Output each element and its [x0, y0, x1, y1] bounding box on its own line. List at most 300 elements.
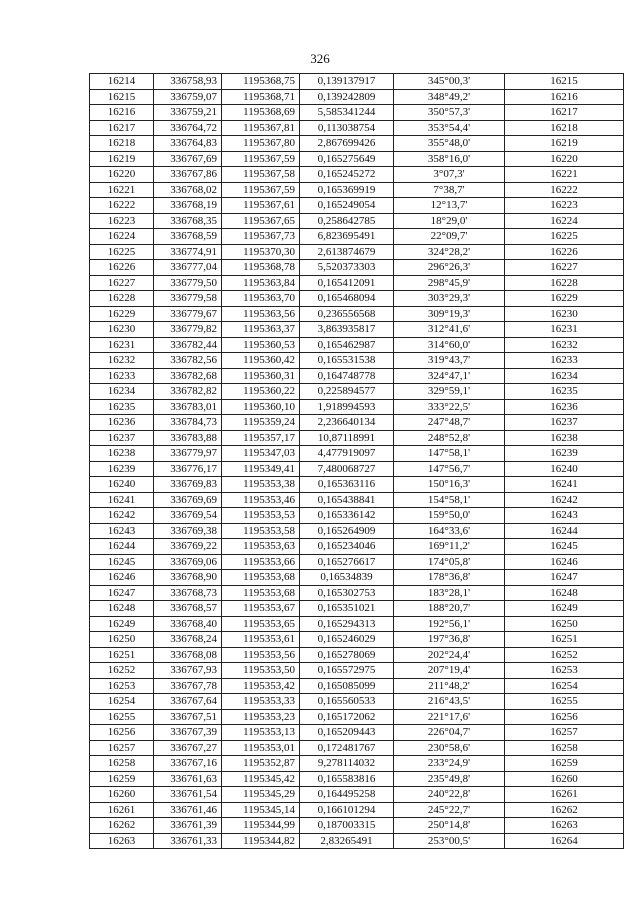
point-to-cell: 16257: [505, 725, 624, 741]
point-from-cell: 16239: [90, 461, 154, 477]
length-cell: 0,165363116: [300, 477, 394, 493]
point-from-cell: 16214: [90, 74, 154, 90]
direction-angle-cell: 303°29,3': [394, 291, 505, 307]
point-from-cell: 16248: [90, 601, 154, 617]
length-cell: 0,165302753: [300, 585, 394, 601]
point-to-cell: 16218: [505, 120, 624, 136]
direction-angle-cell: 298°45,9': [394, 275, 505, 291]
point-from-cell: 16229: [90, 306, 154, 322]
length-cell: 0,166101294: [300, 802, 394, 818]
direction-angle-cell: 296°26,3': [394, 260, 505, 276]
length-cell: 0,165369919: [300, 182, 394, 198]
point-to-cell: 16240: [505, 461, 624, 477]
y-coordinate-cell: 1195367,73: [222, 229, 300, 245]
point-to-cell: 16234: [505, 368, 624, 384]
direction-angle-cell: 12°13,7': [394, 198, 505, 214]
table-row: [90, 740, 624, 756]
direction-angle-cell: 235°49,8': [394, 771, 505, 787]
direction-angle-cell: 345°00,3': [394, 74, 505, 90]
direction-angle-cell: 18°29,0': [394, 213, 505, 229]
y-coordinate-cell: 1195349,41: [222, 461, 300, 477]
y-coordinate-cell: 1195353,33: [222, 694, 300, 710]
table-row: [90, 663, 624, 679]
x-coordinate-cell: 336768,59: [154, 229, 222, 245]
table-row: [90, 182, 624, 198]
table-row: [90, 229, 624, 245]
length-cell: 0,164495258: [300, 787, 394, 803]
point-to-cell: 16235: [505, 384, 624, 400]
direction-angle-cell: 353°54,4': [394, 120, 505, 136]
table-row: [90, 368, 624, 384]
length-cell: 0,165276617: [300, 554, 394, 570]
point-to-cell: 16216: [505, 89, 624, 105]
direction-angle-cell: 197°36,8': [394, 632, 505, 648]
x-coordinate-cell: 336767,16: [154, 756, 222, 772]
length-cell: 0,165275649: [300, 151, 394, 167]
y-coordinate-cell: 1195353,13: [222, 725, 300, 741]
table-row: [90, 802, 624, 818]
x-coordinate-cell: 336783,01: [154, 399, 222, 415]
point-from-cell: 16233: [90, 368, 154, 384]
table-row: [90, 275, 624, 291]
direction-angle-cell: 319°43,7': [394, 353, 505, 369]
length-cell: 0,16534839: [300, 570, 394, 586]
length-cell: 0,225894577: [300, 384, 394, 400]
length-cell: 0,165172062: [300, 709, 394, 725]
table-row: [90, 678, 624, 694]
table-row: [90, 337, 624, 353]
length-cell: 2,83265491: [300, 833, 394, 849]
point-from-cell: 16243: [90, 523, 154, 539]
point-from-cell: 16215: [90, 89, 154, 105]
x-coordinate-cell: 336764,72: [154, 120, 222, 136]
direction-angle-cell: 250°14,8': [394, 818, 505, 834]
length-cell: 3,863935817: [300, 322, 394, 338]
y-coordinate-cell: 1195353,68: [222, 570, 300, 586]
direction-angle-cell: 358°16,0': [394, 151, 505, 167]
point-to-cell: 16252: [505, 647, 624, 663]
y-coordinate-cell: 1195345,29: [222, 787, 300, 803]
direction-angle-cell: 240°22,8': [394, 787, 505, 803]
direction-angle-cell: 324°47,1': [394, 368, 505, 384]
x-coordinate-cell: 336767,51: [154, 709, 222, 725]
y-coordinate-cell: 1195353,63: [222, 539, 300, 555]
length-cell: 0,165531538: [300, 353, 394, 369]
table-row: [90, 508, 624, 524]
table-row: [90, 725, 624, 741]
x-coordinate-cell: 336761,39: [154, 818, 222, 834]
y-coordinate-cell: 1195353,66: [222, 554, 300, 570]
table-row: [90, 554, 624, 570]
x-coordinate-cell: 336767,93: [154, 663, 222, 679]
y-coordinate-cell: 1195367,65: [222, 213, 300, 229]
point-from-cell: 16236: [90, 415, 154, 431]
length-cell: 5,520373303: [300, 260, 394, 276]
point-to-cell: 16262: [505, 802, 624, 818]
length-cell: 0,139242809: [300, 89, 394, 105]
x-coordinate-cell: 336779,67: [154, 306, 222, 322]
table-row: [90, 198, 624, 214]
direction-angle-cell: 147°56,7': [394, 461, 505, 477]
direction-angle-cell: 333°22,5': [394, 399, 505, 415]
x-coordinate-cell: 336777,04: [154, 260, 222, 276]
x-coordinate-cell: 336768,19: [154, 198, 222, 214]
y-coordinate-cell: 1195360,31: [222, 368, 300, 384]
point-from-cell: 16251: [90, 647, 154, 663]
length-cell: 0,165249054: [300, 198, 394, 214]
point-from-cell: 16249: [90, 616, 154, 632]
x-coordinate-cell: 336769,38: [154, 523, 222, 539]
length-cell: 0,258642785: [300, 213, 394, 229]
x-coordinate-cell: 336767,78: [154, 678, 222, 694]
point-from-cell: 16226: [90, 260, 154, 276]
x-coordinate-cell: 336782,44: [154, 337, 222, 353]
y-coordinate-cell: 1195368,69: [222, 105, 300, 121]
y-coordinate-cell: 1195345,14: [222, 802, 300, 818]
x-coordinate-cell: 336769,69: [154, 492, 222, 508]
point-to-cell: 16239: [505, 446, 624, 462]
point-from-cell: 16219: [90, 151, 154, 167]
y-coordinate-cell: 1195367,59: [222, 151, 300, 167]
table-row: [90, 399, 624, 415]
length-cell: 0,165351021: [300, 601, 394, 617]
x-coordinate-cell: 336759,07: [154, 89, 222, 105]
point-to-cell: 16238: [505, 430, 624, 446]
table-row: [90, 260, 624, 276]
point-from-cell: 16254: [90, 694, 154, 710]
length-cell: 0,165294313: [300, 616, 394, 632]
direction-angle-cell: 154°58,1': [394, 492, 505, 508]
y-coordinate-cell: 1195353,42: [222, 678, 300, 694]
y-coordinate-cell: 1195360,53: [222, 337, 300, 353]
point-from-cell: 16217: [90, 120, 154, 136]
direction-angle-cell: 216°43,5': [394, 694, 505, 710]
point-to-cell: 16215: [505, 74, 624, 90]
length-cell: 0,165234046: [300, 539, 394, 555]
table-row: [90, 136, 624, 152]
direction-angle-cell: 355°48,0': [394, 136, 505, 152]
y-coordinate-cell: 1195353,23: [222, 709, 300, 725]
length-cell: 0,187003315: [300, 818, 394, 834]
point-to-cell: 16254: [505, 678, 624, 694]
point-from-cell: 16218: [90, 136, 154, 152]
direction-angle-cell: 150°16,3': [394, 477, 505, 493]
table-row: [90, 151, 624, 167]
coordinates-table: [89, 73, 624, 849]
x-coordinate-cell: 336784,73: [154, 415, 222, 431]
point-from-cell: 16230: [90, 322, 154, 338]
length-cell: 0,165412091: [300, 275, 394, 291]
table-row: [90, 430, 624, 446]
direction-angle-cell: 192°56,1': [394, 616, 505, 632]
direction-angle-cell: 253°00,5': [394, 833, 505, 849]
point-from-cell: 16232: [90, 353, 154, 369]
table-row: [90, 570, 624, 586]
point-from-cell: 16222: [90, 198, 154, 214]
x-coordinate-cell: 336768,57: [154, 601, 222, 617]
point-from-cell: 16260: [90, 787, 154, 803]
point-to-cell: 16227: [505, 260, 624, 276]
y-coordinate-cell: 1195360,22: [222, 384, 300, 400]
x-coordinate-cell: 336767,27: [154, 740, 222, 756]
direction-angle-cell: 221°17,6': [394, 709, 505, 725]
point-to-cell: 16263: [505, 818, 624, 834]
x-coordinate-cell: 336761,33: [154, 833, 222, 849]
point-from-cell: 16234: [90, 384, 154, 400]
length-cell: 0,165572975: [300, 663, 394, 679]
length-cell: 9,278114032: [300, 756, 394, 772]
point-to-cell: 16226: [505, 244, 624, 260]
y-coordinate-cell: 1195368,71: [222, 89, 300, 105]
y-coordinate-cell: 1195367,58: [222, 167, 300, 183]
table-row: [90, 322, 624, 338]
point-to-cell: 16242: [505, 492, 624, 508]
table-row: [90, 647, 624, 663]
table-row: [90, 694, 624, 710]
y-coordinate-cell: 1195353,01: [222, 740, 300, 756]
x-coordinate-cell: 336782,56: [154, 353, 222, 369]
point-to-cell: 16246: [505, 554, 624, 570]
y-coordinate-cell: 1195353,46: [222, 492, 300, 508]
point-to-cell: 16231: [505, 322, 624, 338]
x-coordinate-cell: 336768,24: [154, 632, 222, 648]
point-to-cell: 16224: [505, 213, 624, 229]
x-coordinate-cell: 336768,08: [154, 647, 222, 663]
x-coordinate-cell: 336782,82: [154, 384, 222, 400]
point-from-cell: 16245: [90, 554, 154, 570]
point-to-cell: 16222: [505, 182, 624, 198]
y-coordinate-cell: 1195345,42: [222, 771, 300, 787]
point-to-cell: 16221: [505, 167, 624, 183]
length-cell: 0,164748778: [300, 368, 394, 384]
point-from-cell: 16240: [90, 477, 154, 493]
point-to-cell: 16253: [505, 663, 624, 679]
direction-angle-cell: 22°09,7': [394, 229, 505, 245]
table-row: [90, 105, 624, 121]
direction-angle-cell: 350°57,3': [394, 105, 505, 121]
x-coordinate-cell: 336764,83: [154, 136, 222, 152]
direction-angle-cell: 207°19,4': [394, 663, 505, 679]
x-coordinate-cell: 336768,90: [154, 570, 222, 586]
table-row: [90, 120, 624, 136]
y-coordinate-cell: 1195357,17: [222, 430, 300, 446]
x-coordinate-cell: 336768,40: [154, 616, 222, 632]
table-row: [90, 384, 624, 400]
y-coordinate-cell: 1195352,87: [222, 756, 300, 772]
point-from-cell: 16256: [90, 725, 154, 741]
table-row: [90, 446, 624, 462]
table-row: [90, 585, 624, 601]
point-from-cell: 16241: [90, 492, 154, 508]
table-row: [90, 756, 624, 772]
table-row: [90, 632, 624, 648]
direction-angle-cell: 174°05,8': [394, 554, 505, 570]
table-row: [90, 539, 624, 555]
point-from-cell: 16247: [90, 585, 154, 601]
length-cell: 4,477919097: [300, 446, 394, 462]
direction-angle-cell: 211°48,2': [394, 678, 505, 694]
table-row: [90, 492, 624, 508]
table-row: [90, 601, 624, 617]
length-cell: 0,165085099: [300, 678, 394, 694]
direction-angle-cell: 247°48,7': [394, 415, 505, 431]
length-cell: 0,236556568: [300, 306, 394, 322]
x-coordinate-cell: 336767,86: [154, 167, 222, 183]
length-cell: 5,585341244: [300, 105, 394, 121]
direction-angle-cell: 147°58,1': [394, 446, 505, 462]
table-row: [90, 353, 624, 369]
point-from-cell: 16237: [90, 430, 154, 446]
point-from-cell: 16262: [90, 818, 154, 834]
x-coordinate-cell: 336782,68: [154, 368, 222, 384]
table-row: [90, 818, 624, 834]
x-coordinate-cell: 336767,64: [154, 694, 222, 710]
y-coordinate-cell: 1195353,38: [222, 477, 300, 493]
x-coordinate-cell: 336758,93: [154, 74, 222, 90]
point-from-cell: 16227: [90, 275, 154, 291]
direction-angle-cell: 309°19,3': [394, 306, 505, 322]
direction-angle-cell: 314°60,0': [394, 337, 505, 353]
x-coordinate-cell: 336779,82: [154, 322, 222, 338]
direction-angle-cell: 188°20,7': [394, 601, 505, 617]
table-row: [90, 89, 624, 105]
table-row: [90, 833, 624, 849]
table-row: [90, 244, 624, 260]
length-cell: 6,823695491: [300, 229, 394, 245]
table-row: [90, 523, 624, 539]
table-row: [90, 461, 624, 477]
point-to-cell: 16244: [505, 523, 624, 539]
point-from-cell: 16238: [90, 446, 154, 462]
y-coordinate-cell: 1195367,61: [222, 198, 300, 214]
x-coordinate-cell: 336768,35: [154, 213, 222, 229]
length-cell: 0,165583816: [300, 771, 394, 787]
point-to-cell: 16247: [505, 570, 624, 586]
y-coordinate-cell: 1195353,50: [222, 663, 300, 679]
length-cell: 2,236640134: [300, 415, 394, 431]
x-coordinate-cell: 336769,22: [154, 539, 222, 555]
point-from-cell: 16258: [90, 756, 154, 772]
point-from-cell: 16250: [90, 632, 154, 648]
length-cell: 0,165462987: [300, 337, 394, 353]
point-from-cell: 16225: [90, 244, 154, 260]
x-coordinate-cell: 336779,58: [154, 291, 222, 307]
y-coordinate-cell: 1195363,56: [222, 306, 300, 322]
y-coordinate-cell: 1195353,68: [222, 585, 300, 601]
y-coordinate-cell: 1195353,58: [222, 523, 300, 539]
point-to-cell: 16225: [505, 229, 624, 245]
x-coordinate-cell: 336761,54: [154, 787, 222, 803]
length-cell: 0,165209443: [300, 725, 394, 741]
y-coordinate-cell: 1195368,78: [222, 260, 300, 276]
y-coordinate-cell: 1195363,84: [222, 275, 300, 291]
point-to-cell: 16248: [505, 585, 624, 601]
point-from-cell: 16257: [90, 740, 154, 756]
point-to-cell: 16230: [505, 306, 624, 322]
x-coordinate-cell: 336761,46: [154, 802, 222, 818]
length-cell: 0,165438841: [300, 492, 394, 508]
x-coordinate-cell: 336774,91: [154, 244, 222, 260]
point-to-cell: 16232: [505, 337, 624, 353]
point-from-cell: 16223: [90, 213, 154, 229]
x-coordinate-cell: 336767,69: [154, 151, 222, 167]
point-to-cell: 16237: [505, 415, 624, 431]
x-coordinate-cell: 336779,50: [154, 275, 222, 291]
point-to-cell: 16258: [505, 740, 624, 756]
direction-angle-cell: 324°28,2': [394, 244, 505, 260]
y-coordinate-cell: 1195368,75: [222, 74, 300, 90]
page-number: 326: [310, 51, 330, 66]
length-cell: 0,172481767: [300, 740, 394, 756]
y-coordinate-cell: 1195353,61: [222, 632, 300, 648]
direction-angle-cell: 348°49,2': [394, 89, 505, 105]
table-row: [90, 616, 624, 632]
table-row: [90, 74, 624, 90]
point-from-cell: 16242: [90, 508, 154, 524]
length-cell: 10,87118991: [300, 430, 394, 446]
table-row: [90, 787, 624, 803]
point-from-cell: 16259: [90, 771, 154, 787]
point-to-cell: 16236: [505, 399, 624, 415]
direction-angle-cell: 7°38,7': [394, 182, 505, 198]
direction-angle-cell: 248°52,8': [394, 430, 505, 446]
x-coordinate-cell: 336767,39: [154, 725, 222, 741]
y-coordinate-cell: 1195353,56: [222, 647, 300, 663]
direction-angle-cell: 226°04,7': [394, 725, 505, 741]
x-coordinate-cell: 336776,17: [154, 461, 222, 477]
x-coordinate-cell: 336783,88: [154, 430, 222, 446]
length-cell: 2,867699426: [300, 136, 394, 152]
point-from-cell: 16235: [90, 399, 154, 415]
length-cell: 0,113038754: [300, 120, 394, 136]
y-coordinate-cell: 1195363,37: [222, 322, 300, 338]
table-row: [90, 415, 624, 431]
y-coordinate-cell: 1195360,42: [222, 353, 300, 369]
direction-angle-cell: 329°59,1': [394, 384, 505, 400]
point-from-cell: 16216: [90, 105, 154, 121]
x-coordinate-cell: 336769,06: [154, 554, 222, 570]
y-coordinate-cell: 1195367,81: [222, 120, 300, 136]
x-coordinate-cell: 336768,02: [154, 182, 222, 198]
table-row: [90, 167, 624, 183]
point-from-cell: 16224: [90, 229, 154, 245]
length-cell: 0,165468094: [300, 291, 394, 307]
x-coordinate-cell: 336769,83: [154, 477, 222, 493]
point-to-cell: 16250: [505, 616, 624, 632]
table-row: [90, 213, 624, 229]
point-to-cell: 16251: [505, 632, 624, 648]
point-to-cell: 16261: [505, 787, 624, 803]
length-cell: 0,165264909: [300, 523, 394, 539]
point-to-cell: 16233: [505, 353, 624, 369]
y-coordinate-cell: 1195353,67: [222, 601, 300, 617]
point-from-cell: 16263: [90, 833, 154, 849]
point-from-cell: 16252: [90, 663, 154, 679]
table-row: [90, 477, 624, 493]
point-to-cell: 16229: [505, 291, 624, 307]
x-coordinate-cell: 336761,63: [154, 771, 222, 787]
y-coordinate-cell: 1195367,80: [222, 136, 300, 152]
direction-angle-cell: 178°36,8': [394, 570, 505, 586]
length-cell: 0,165336142: [300, 508, 394, 524]
direction-angle-cell: 312°41,6': [394, 322, 505, 338]
point-from-cell: 16220: [90, 167, 154, 183]
y-coordinate-cell: 1195370,30: [222, 244, 300, 260]
y-coordinate-cell: 1195359,24: [222, 415, 300, 431]
table-row: [90, 291, 624, 307]
direction-angle-cell: 233°24,9': [394, 756, 505, 772]
point-to-cell: 16249: [505, 601, 624, 617]
